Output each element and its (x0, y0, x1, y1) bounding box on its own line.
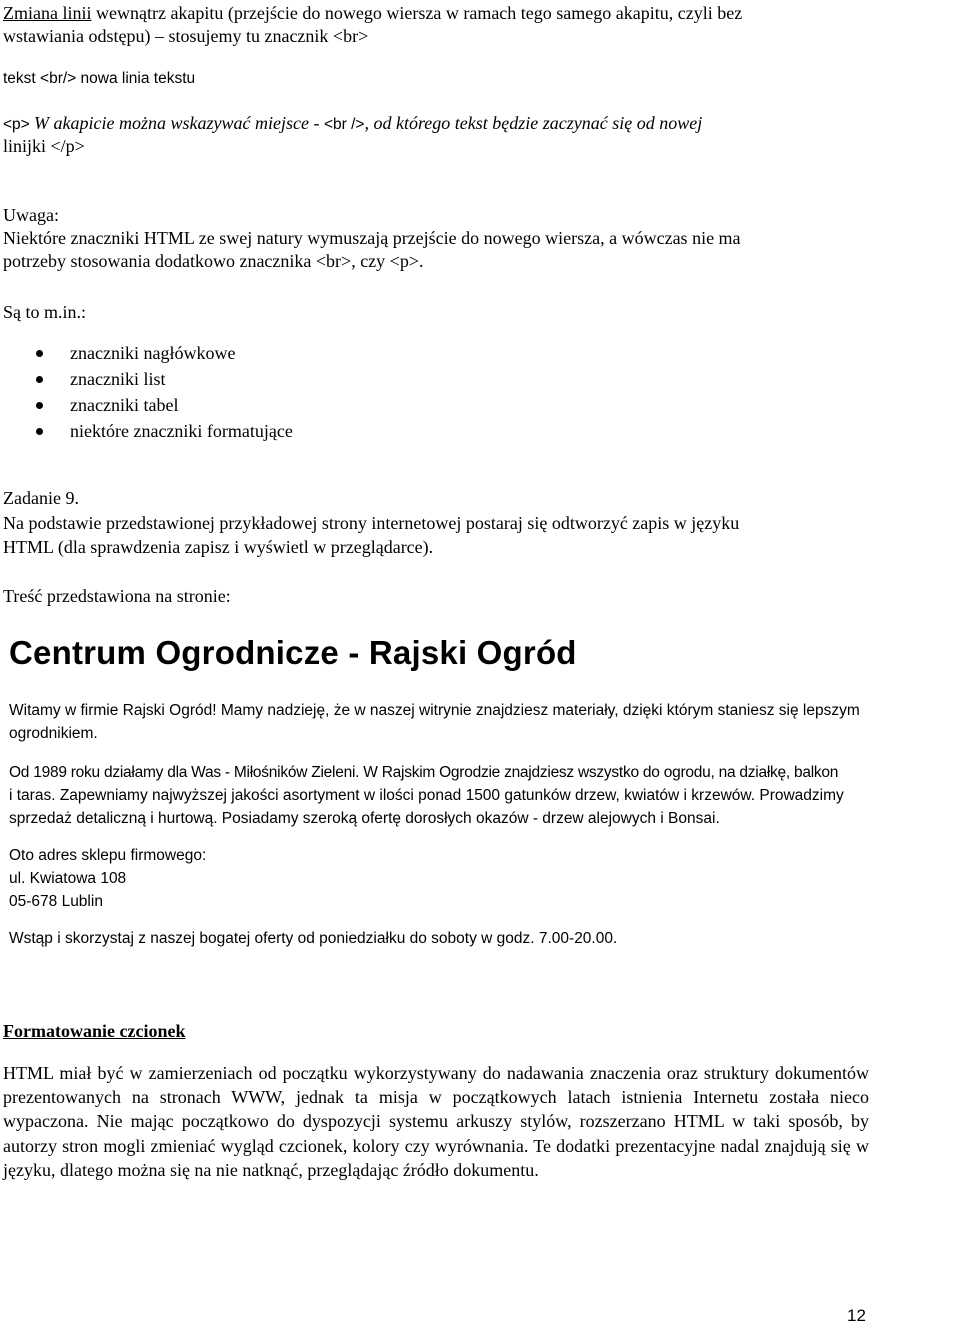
sample-heading: Centrum Ogrodnicze - Rajski Ogród (9, 634, 577, 671)
task-line-2: HTML (dla sprawdzenia zapisz i wyświetl w przeglądarce). (3, 537, 434, 557)
list-item: niektóre znaczniki formatujące (36, 418, 293, 444)
tag-list (36, 340, 293, 444)
intro-line-2: wstawiania odstępu) – stosujemy tu znacznik <br> (3, 26, 369, 46)
sample-p2-line: i taras. Zapewniamy najwyższej jakości asortyment w ilości ponad 1500 gatunków drzew, kwiatów i krzewów. Prowadzimy (9, 787, 844, 804)
page-number: 12 (847, 1306, 866, 1325)
p-example-line-1: <p> W akapicie można wskazywać miejsce - <br />, od którego tekst będzie zaczynać się od nowej (3, 113, 703, 133)
sample-address-line: 05-678 Lublin (9, 893, 103, 910)
task-title: Zadanie 9. (3, 488, 79, 508)
list-intro: Są to m.in.: (3, 302, 87, 322)
content-label: Treść przedstawiona na stronie: (3, 586, 231, 606)
sample-p1-line: Witamy w firmie Rajski Ogród! Mamy nadzieję, że w naszej witrynie znajdziesz materiały, dzięki którym staniesz się lepszym (9, 702, 860, 719)
sample-p1-line: ogrodnikiem. (9, 725, 98, 742)
zmiana-linii-link[interactable]: Zmiana linii (3, 3, 92, 23)
fonts-paragraph: HTML miał być w zamierzeniach od początku wykorzystywany do nadawania znaczenia oraz struktury dokumentów prezentowanych na stronach WWW, jednak ta misja w początkowych latach istnienia Internetu została nieco wypaczona. Nie mając początkowo do dyspozycji systemu arkuszy stylów, rozszerzano HTML w taki sposób, by autorzy stron mogli zmieniać wygląd czcionek, kolory czy wyrównania. Te dodatki prezentacyjne nadal znajdują się w języku, dlatego można się na nie natknąć, przeglądając źródło dokumentu. (3, 1063, 869, 1180)
p-example-line-2: linijki </p> (3, 136, 85, 156)
list-item: znaczniki list (36, 366, 293, 392)
sample-address-line: ul. Kwiatowa 108 (9, 870, 127, 887)
bullet-icon (36, 402, 43, 409)
note-heading: Uwaga: (3, 205, 59, 225)
note-line-1: Niektóre znaczniki HTML ze swej natury wymuszają przejście do nowego wiersza, a wówczas nie ma (3, 228, 741, 248)
bullet-icon (36, 350, 43, 357)
sample-hours: Wstąp i skorzystaj z naszej bogatej oferty od poniedziałku do soboty w godz. 7.00-20.00. (9, 930, 618, 947)
sample-page (9, 630, 960, 950)
list-item: znaczniki nagłówkowe (36, 340, 293, 366)
sample-address-line: Oto adres sklepu firmowego: (9, 847, 207, 864)
task-line-1: Na podstawie przedstawionej przykładowej strony internetowej postaraj się odtworzyć zapis w języku (3, 513, 740, 533)
bullet-icon (36, 428, 43, 435)
sample-p2-line: sprzedaż detaliczną i hurtową. Posiadamy szeroką ofertę dorosłych okazów - drzew alejowych i Bonsai. (9, 810, 720, 827)
note-line-2: potrzeby stosowania dodatkowo znacznika <br>, czy <p>. (3, 251, 424, 271)
sample-p2-line: Od 1989 roku działamy dla Was - Miłośników Zieleni. W Rajskim Ogrodzie znajdziesz wszystko do ogrodu, na działkę, balkon (9, 764, 839, 781)
list-item: znaczniki tabel (36, 392, 293, 418)
bullet-icon (36, 376, 43, 383)
br-example-line: tekst <br/> nowa linia tekstu (3, 70, 196, 87)
intro-line-1: Zmiana linii wewnątrz akapitu (przejście do nowego wiersza w ramach tego samego akapitu, czyli bez (3, 3, 743, 23)
fonts-heading: Formatowanie czcionek (3, 1021, 186, 1041)
